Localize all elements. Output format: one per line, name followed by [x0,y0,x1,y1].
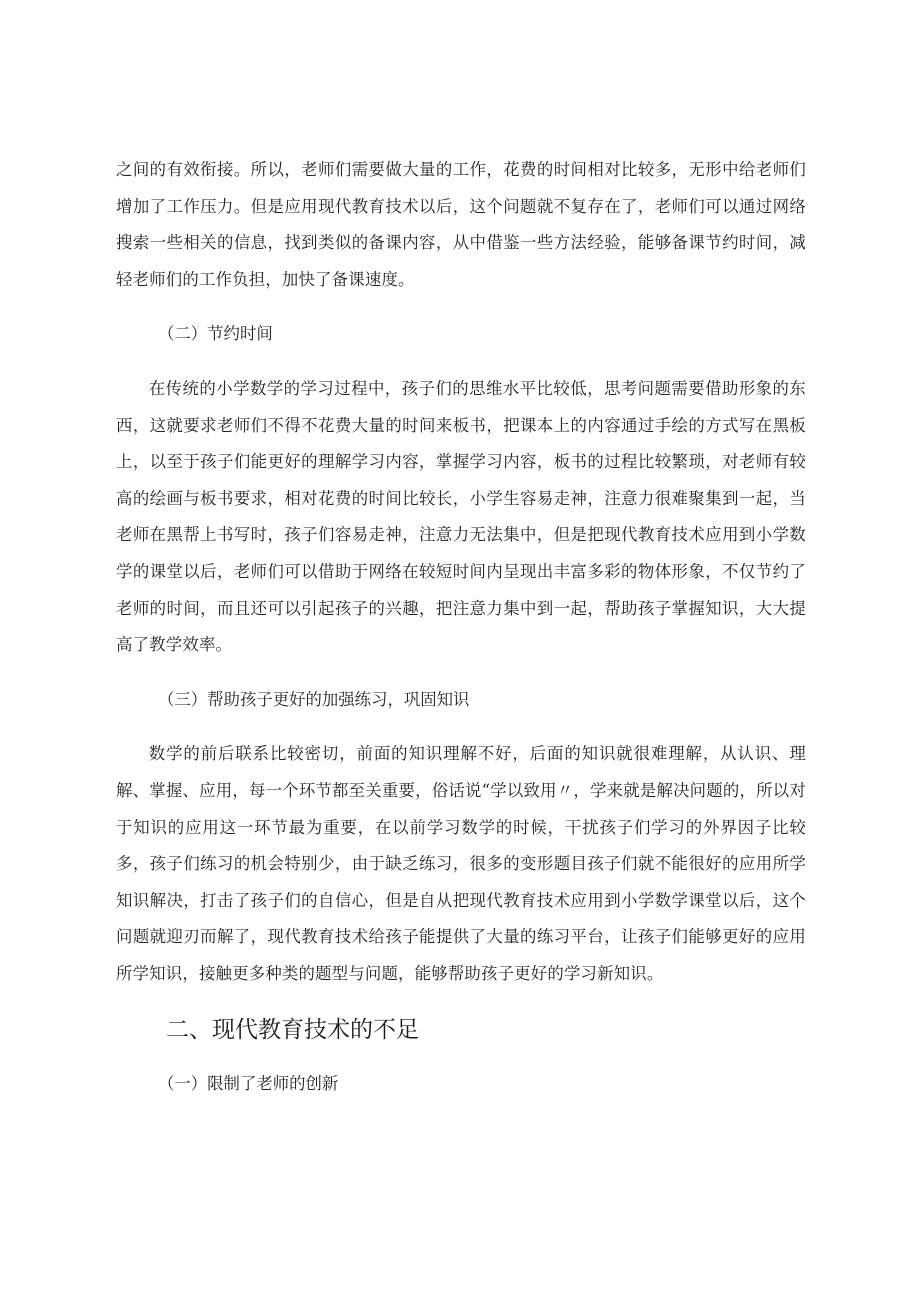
spacer [116,992,806,1010]
document-body [116,152,806,1103]
paragraph-save-time: 在传统的小学数学的学习过程中，孩子们的思维水平比较低，思考问题需要借助形象的东西，这就要求老师们不得不花费大量的时间来板书，把课本上的内容通过手绘的方式写在黑板上，以至于孩子们能更好的理解学习内容，掌握学习内容，板书的过程比较繁琐，对老师有较高的绘画与板书要求，相对花费的时间比较长，小学生容易走神，注意力很难聚集到一起，当老师在黑帮上书写时，孩子们容易走神，注意力无法集中，但是把现代教育技术应用到小学数学的课堂以后，老师们可以借助于网络在较短时间内呈现出丰富多彩的物体形象，不仅节约了老师的时间，而且还可以引起孩子的兴趣，把注意力集中到一起，帮助孩子掌握知识，大大提高了教学效率。 [116,378,806,655]
subheading-practice: （三）帮助孩子更好的加强练习，巩固知识 [158,689,470,709]
spacer [116,664,806,682]
spacer [116,353,806,371]
spacer [116,298,806,316]
subheading-save-time: （二）节约时间 [158,324,273,344]
paragraph-continuation: 之间的有效衔接。所以，老师们需要做大量的工作，花费的时间相对比较多，无形中给老师们增加了工作压力。但是应用现代教育技术以后，这个问题就不复存在了，老师们可以通过网络搜索一些相关的信息，找到类似的备课内容，从中借鉴一些方法经验，能够备课节约时间，减轻老师们的工作负担，加快了备课速度。 [116,160,806,289]
spacer [116,718,806,736]
subheading-limits-innovation: （一）限制了老师的创新 [158,1074,339,1094]
section-heading-shortcomings: 二、现代教育技术的不足 [166,1017,419,1044]
spacer [116,1050,806,1066]
paragraph-practice: 数学的前后联系比较密切，前面的知识理解不好，后面的知识就很难理解，从认识、理解、掌握、应用，每一个环节都至关重要，俗话说“学以致用〃，学来就是解决问题的，所以对于知识的应用这一环节最为重要，在以前学习数学的时候，干扰孩子们学习的外界因子比较多，孩子们练习的机会特别少，由于缺乏练习，很多的变形题目孩子们就不能很好的应用所学知识解决，打击了孩子们的自信心，但是自从把现代教育技术应用到小学数学课堂以后，这个问题就迎刃而解了，现代教育技术给孩子能提供了大量的练习平台，让孩子们能够更好的应用所学知识，接触更多种类的题型与问题，能够帮助孩子更好的学习新知识。 [116,744,806,983]
